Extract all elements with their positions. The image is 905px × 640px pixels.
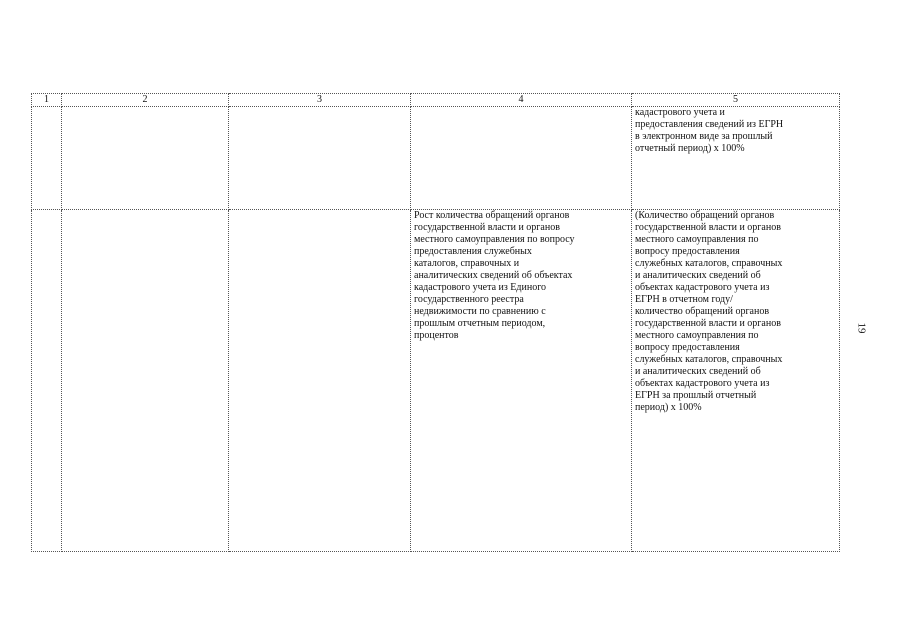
page-number: 19 xyxy=(855,322,868,334)
header-col-4: 4 xyxy=(411,94,632,107)
cell-col-1 xyxy=(32,210,62,552)
table-row xyxy=(32,210,840,552)
cell-col-4 xyxy=(411,107,632,210)
cell-col-3 xyxy=(229,107,411,210)
header-col-2: 2 xyxy=(62,94,229,107)
header-col-5: 5 xyxy=(632,94,840,107)
cell-col-2 xyxy=(62,210,229,552)
table-row xyxy=(32,107,840,210)
cell-col-2 xyxy=(62,107,229,210)
header-col-3: 3 xyxy=(229,94,411,107)
header-row xyxy=(32,94,840,107)
cell-col-1 xyxy=(32,107,62,210)
header-col-1: 1 xyxy=(32,94,62,107)
indicator-name-cell: Рост количества обращений органов государственной власти и органов местного самоуправления по вопросу предоставления служебных каталогов, справочных и аналитических сведений об объектах кадастрового учета из Единого государственного реестра недвижимости по сравнению с прошлым отчетным периодом, процентов xyxy=(411,210,632,552)
cell-col-5: кадастрового учета и предоставления сведений из ЕГРН в электронном виде за прошлый отчетный период) x 100% xyxy=(632,107,840,210)
document-table xyxy=(31,93,840,552)
indicator-formula-cell: (Количество обращений органов государственной власти и органов местного самоуправления по вопросу предоставления служебных каталогов, справочных и аналитических сведений об объектах кадастрового учета из ЕГРН в отчетном году/ количество обращений органов государственной власти и органов местного самоуправления по вопросу предоставления служебных каталогов, справочных и аналитических сведений об объектах кадастрового учета из ЕГРН за прошлый отчетный период) x 100% xyxy=(632,210,840,552)
cell-col-3 xyxy=(229,210,411,552)
